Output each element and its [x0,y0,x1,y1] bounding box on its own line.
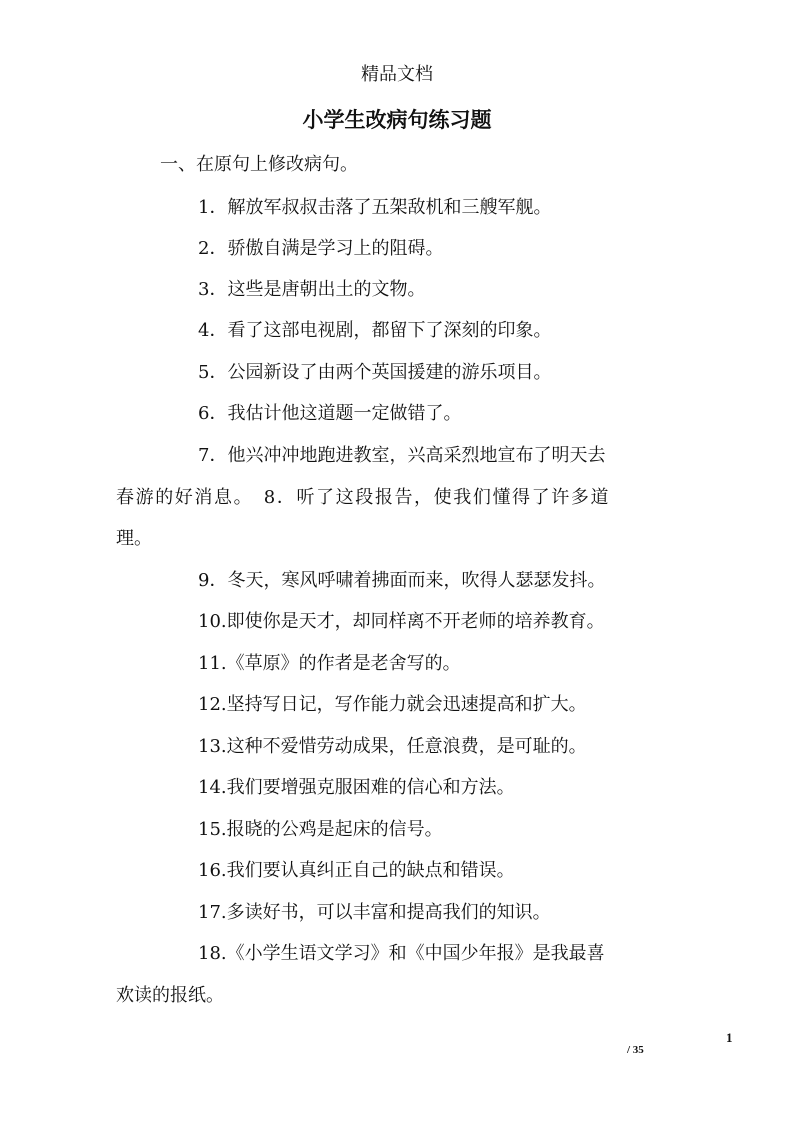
exercise-item-6: 6．我估计他这道题一定做错了。 [198,403,462,424]
page-title: 小学生改病句练习题 [302,107,492,132]
page-total: / 35 [627,1044,644,1056]
exercise-item-15: 15.报晓的公鸡是起床的信号。 [198,819,443,840]
exercise-item-10: 10.即使你是天才，却同样离不开老师的培养教育。 [198,611,605,632]
exercise-item-18-continuation: 欢读的报纸。 [116,985,224,1006]
exercise-item-7-continuation: 春游的好消息。 8．听了这段报告，使我们懂得了许多道 [116,487,611,508]
page-number: 1 [726,1030,733,1045]
document-header: 精品文档 [361,64,433,85]
exercise-item-5: 5．公园新设了由两个英国援建的游乐项目。 [198,362,552,383]
exercise-item-1: 1．解放军叔叔击落了五架敌机和三艘军舰。 [198,197,552,218]
exercise-item-18: 18.《小学生语文学习》和《中国少年报》是我最喜 [198,943,605,964]
exercise-item-11: 11.《草原》的作者是老舍写的。 [198,653,461,674]
exercise-item-8-continuation: 理。 [116,528,152,549]
exercise-item-4: 4．看了这部电视剧，都留下了深刻的印象。 [198,320,552,341]
exercise-item-14: 14.我们要增强克服困难的信心和方法。 [198,777,515,798]
section-heading: 一、在原句上修改病句。 [160,154,358,175]
exercise-item-7: 7．他兴冲冲地跑进教室，兴高采烈地宣布了明天去 [198,445,606,466]
exercise-item-3: 3．这些是唐朝出土的文物。 [198,279,426,300]
exercise-item-9: 9．冬天，寒风呼啸着拂面而来，吹得人瑟瑟发抖。 [198,570,606,591]
exercise-item-2: 2．骄傲自满是学习上的阻碍。 [198,238,444,259]
exercise-item-16: 16.我们要认真纠正自己的缺点和错误。 [198,860,515,881]
exercise-item-13: 13.这种不爱惜劳动成果，任意浪费，是可耻的。 [198,736,587,757]
exercise-item-12: 12.坚持写日记，写作能力就会迅速提高和扩大。 [198,694,587,715]
exercise-item-17: 17.多读好书，可以丰富和提高我们的知识。 [198,902,551,923]
